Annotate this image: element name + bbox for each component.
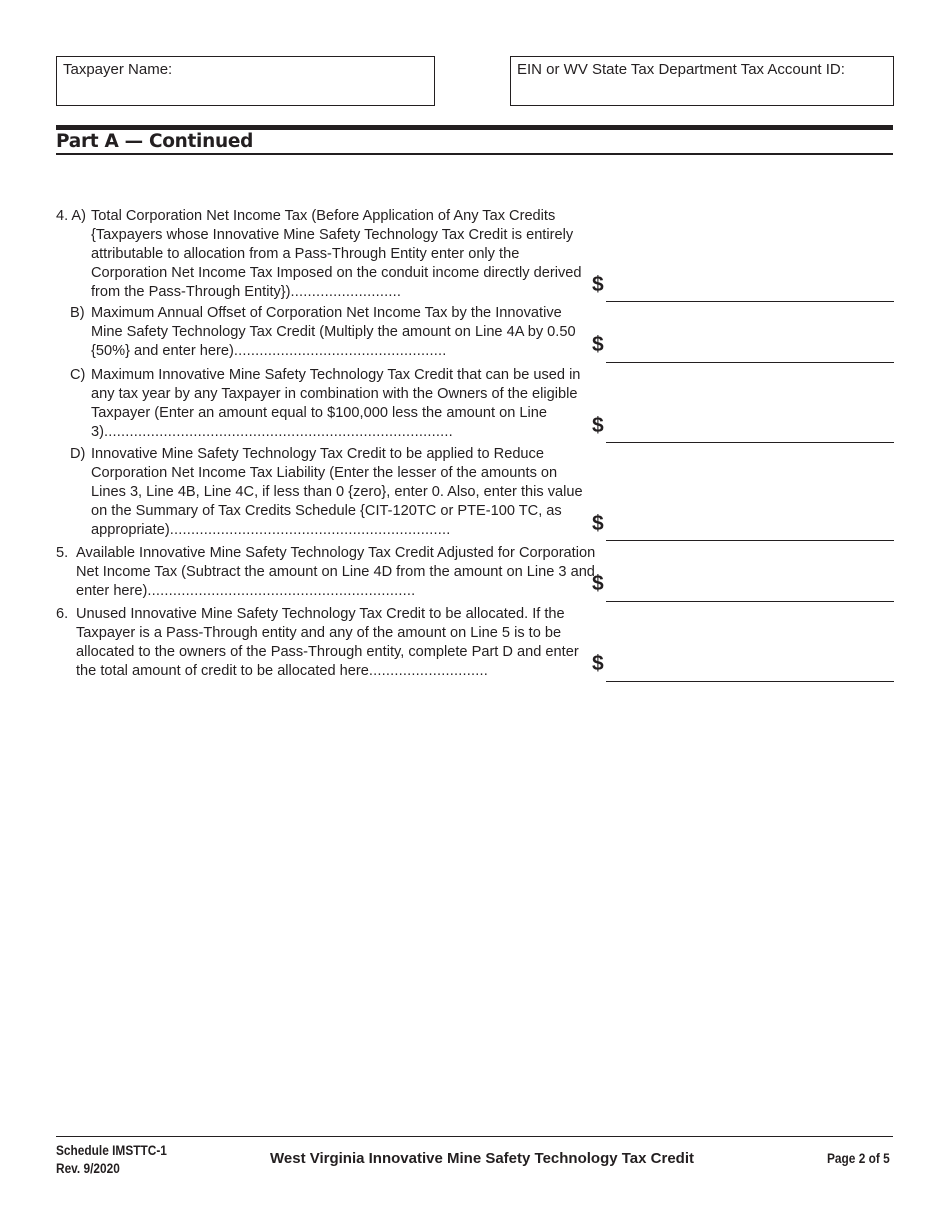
line-number: 5. [56,545,69,561]
ein-label: EIN or WV State Tax Department Tax Account ID: [517,61,845,78]
part-heading-top-rule [56,125,893,130]
leader-dots: ............................ [368,663,489,679]
line-4c [56,366,894,443]
leader-dots: ............................................................... [147,583,416,599]
line-5-amount-field[interactable] [606,583,894,602]
line-description: Innovative Mine Safety Technology Tax Credit to be applied to Reduce Corporation Net Income Tax Liability (Enter the lesser of the amounts on Lines 3, Line 4B, Line 4C, if less than 0 {zero}, enter 0. Also, enter this value on the Summary of Tax Credits Schedule {CIT-120TC or PTE-100 TC, as appropriate) [91,446,583,538]
line-number: D) [70,446,86,462]
line-number: B) [70,305,85,321]
dollar-sign: $ [592,333,604,356]
line-4a [56,207,894,302]
line-number: 4. A) [56,208,87,224]
line-6 [56,605,894,682]
line-5 [56,544,894,602]
line-text [91,366,596,442]
dollar-sign: $ [592,572,604,595]
ein-field[interactable] [510,56,894,106]
leader-dots: .................................................................. [169,522,451,538]
dollar-sign: $ [592,414,604,437]
dollar-sign: $ [592,273,604,296]
line-description: Unused Innovative Mine Safety Technology Tax Credit to be allocated. If the Taxpayer is a Pass-Through entity and any of the amount on Line 5 is to be allocated to the owners of the Pass-Through entity, complete Part D and enter the total amount of credit to be allocated here [76,606,579,679]
line-4b [56,304,894,364]
line-6-amount-field[interactable] [606,663,894,682]
part-heading-bottom-rule [56,153,893,155]
dollar-sign: $ [592,512,604,535]
line-number: C) [70,367,86,383]
line-description: Available Innovative Mine Safety Technology Tax Credit Adjusted for Corporation Net Income Tax (Subtract the amount on Line 4D from the amount on Line 3 and enter here) [76,545,596,599]
part-title: Part A — Continued [56,131,254,152]
line-text [76,605,601,681]
ein-value[interactable] [517,84,887,100]
taxpayer-name-value[interactable] [63,84,428,100]
schedule-id: Schedule IMSTTC-1 [56,1143,167,1158]
taxpayer-name-label: Taxpayer Name: [63,61,173,78]
page-number: Page 2 of 5 [827,1151,890,1166]
line-text [91,445,596,540]
line-text [91,304,596,361]
leader-dots: .......................... [290,284,402,300]
line-text [91,207,596,302]
line-description: Maximum Annual Offset of Corporation Net Income Tax by the Innovative Mine Safety Technology Tax Credit (Multiply the amount on Line 4A by 0.50 {50%} and enter here) [91,305,576,359]
footer-schedule-info [56,1142,167,1178]
line-text [76,544,596,601]
footer-rule [56,1136,893,1137]
taxpayer-name-field[interactable] [56,56,435,106]
dollar-sign: $ [592,652,604,675]
revision-date: Rev. 9/2020 [56,1161,120,1176]
line-description: Total Corporation Net Income Tax (Before Application of Any Tax Credits {Taxpayers whose Innovative Mine Safety Technology Tax Credit is entirely attributable to allocation from a Pass-Through Entity enter only the Corporation Net Income Tax Imposed on the conduit income directly derived from the Pass-Through Entity}) [91,208,582,300]
line-description: Maximum Innovative Mine Safety Technology Tax Credit that can be used in any tax year by any Taxpayer in combination with the Owners of the eligible Taxpayer (Enter an amount equal to $100,000 less the amount on Line 3) [91,367,581,440]
line-4d-amount-field[interactable] [606,522,894,541]
line-number: 6. [56,606,69,622]
line-4b-amount-field[interactable] [606,344,894,363]
line-4c-amount-field[interactable] [606,424,894,443]
line-4d [56,445,894,541]
leader-dots: .................................................................................. [103,424,453,440]
leader-dots: .................................................. [233,343,447,359]
footer-title: West Virginia Innovative Mine Safety Technology Tax Credit [270,1150,694,1167]
line-4a-amount-field[interactable] [606,283,894,302]
